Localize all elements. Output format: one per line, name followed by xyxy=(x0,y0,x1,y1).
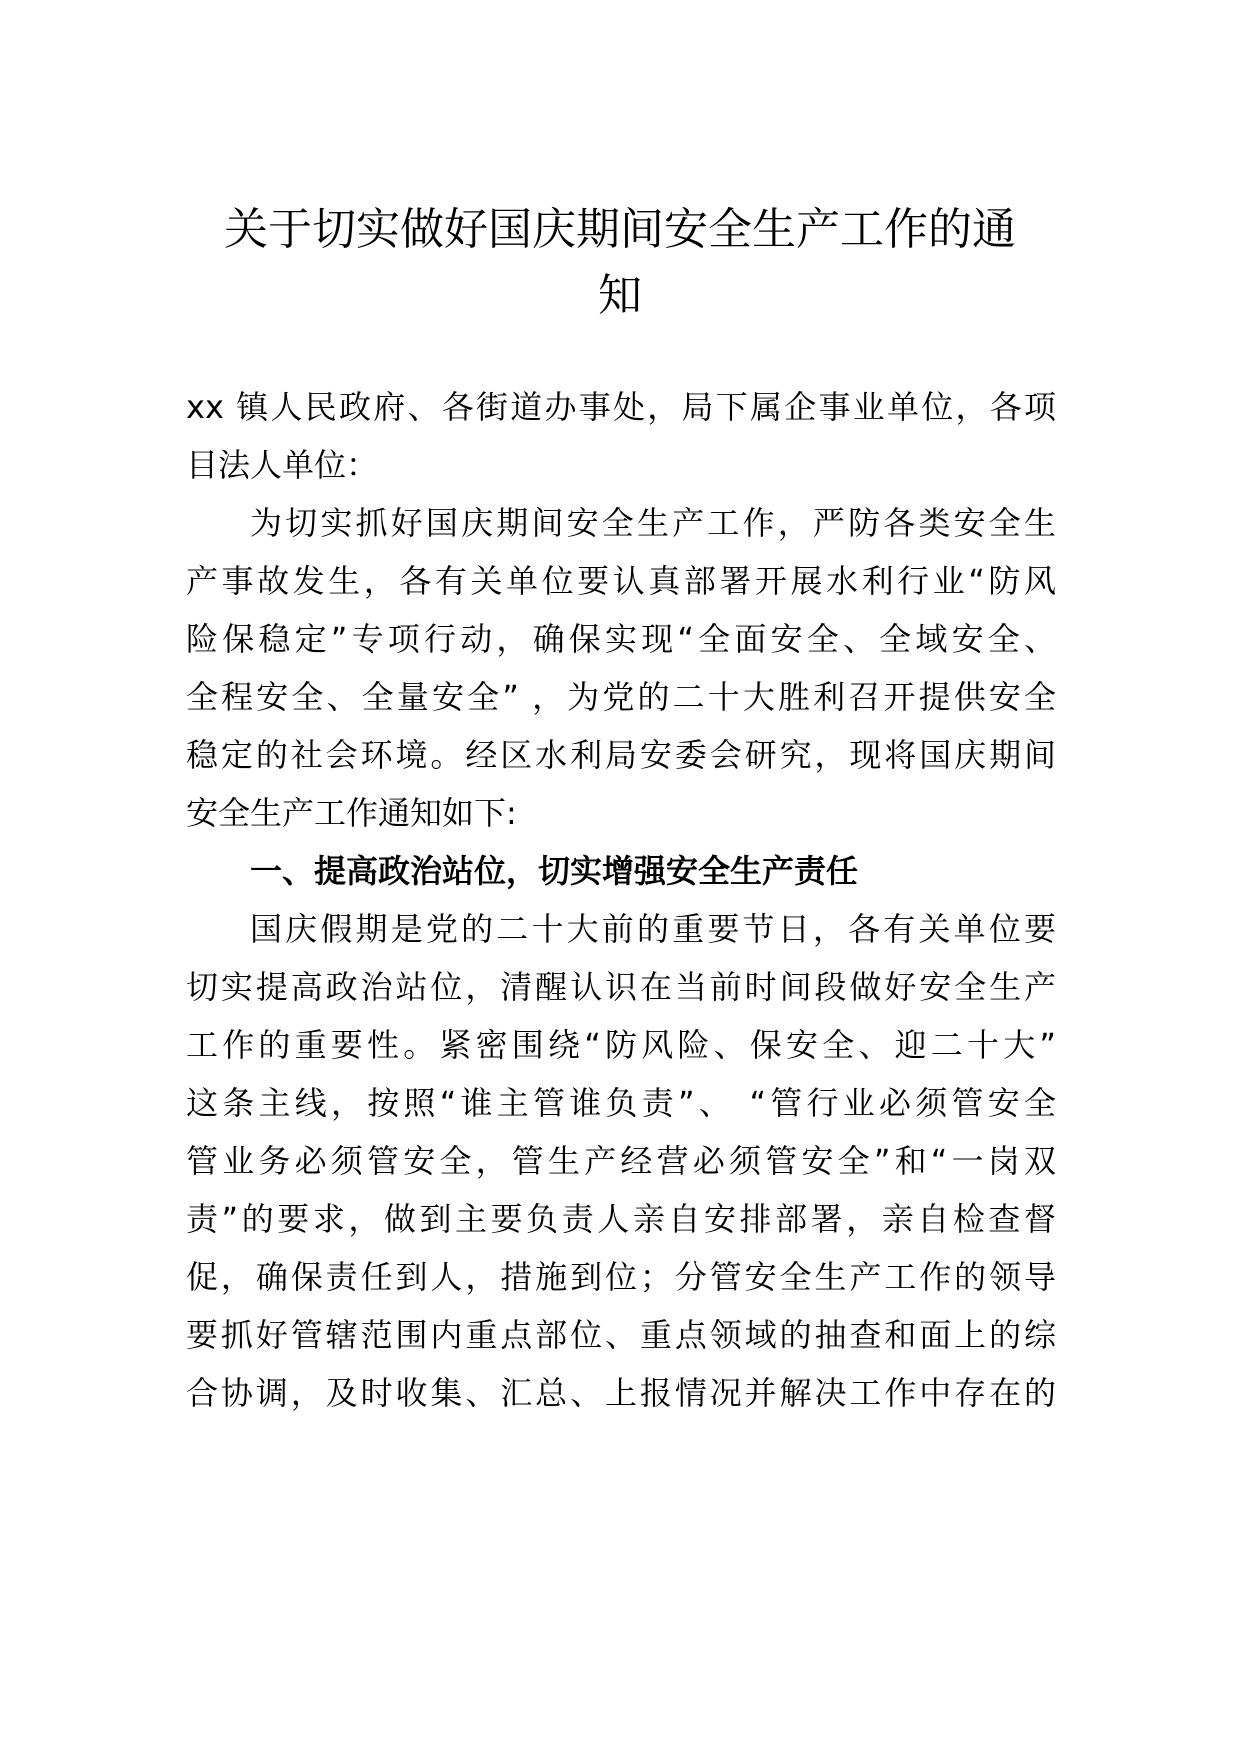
paragraph1-line-2: 产事故发生，各有关单位要认真部署开展水利行业“防风 xyxy=(186,562,1056,600)
paragraph2-line-9: 合协调，及时收集、汇总、上报情况并解决工作中存在的 xyxy=(186,1374,1056,1412)
addressee-line-1: xx 镇人民政府、各街道办事处，局下属企事业单位，各项 xyxy=(186,388,1056,426)
paragraph1-line-1: 为切实抓好国庆期间安全生产工作，严防各类安全生 xyxy=(250,504,1056,542)
paragraph2-line-5: 管业务必须管安全，管生产经营必须管安全”和“一岗双 xyxy=(186,1142,1056,1180)
document-title-line-1: 关于切实做好国庆期间安全生产工作的通 xyxy=(224,204,1016,255)
section-heading: 一、提高政治站位，切实增强安全生产责任 xyxy=(250,852,859,890)
paragraph2-line-1: 国庆假期是党的二十大前的重要节日，各有关单位要 xyxy=(250,910,1056,948)
paragraph1-line-4: 全程安全、全量安全” ，为党的二十大胜利召开提供安全 xyxy=(186,678,1056,716)
paragraph2-line-2: 切实提高政治站位，清醒认识在当前时间段做好安全生产 xyxy=(186,968,1056,1006)
paragraph2-line-8: 要抓好管辖范围内重点部位、重点领域的抽查和面上的综 xyxy=(186,1316,1056,1354)
paragraph1-line-6: 安全生产工作通知如下: xyxy=(186,794,517,832)
addressee-line-2: 目法人单位： xyxy=(186,446,379,484)
paragraph2-line-3: 工作的重要性。紧密围绕“防风险、保安全、迎二十大” xyxy=(186,1026,1056,1064)
paragraph2-line-6: 责”的要求，做到主要负责人亲自安排部署，亲自检查督 xyxy=(186,1200,1056,1238)
paragraph2-line-4: 这条主线，按照“谁主管谁负责”、 “管行业必须管安全 xyxy=(186,1084,1056,1122)
paragraph1-line-3: 险保稳定”专项行动，确保实现“全面安全、全域安全、 xyxy=(186,620,1056,658)
paragraph2-line-7: 促，确保责任到人，措施到位；分管安全生产工作的领导 xyxy=(186,1258,1056,1296)
paragraph1-line-5: 稳定的社会环境。经区水利局安委会研究，现将国庆期间 xyxy=(186,736,1056,774)
document-title-line-2: 知 xyxy=(598,270,642,321)
